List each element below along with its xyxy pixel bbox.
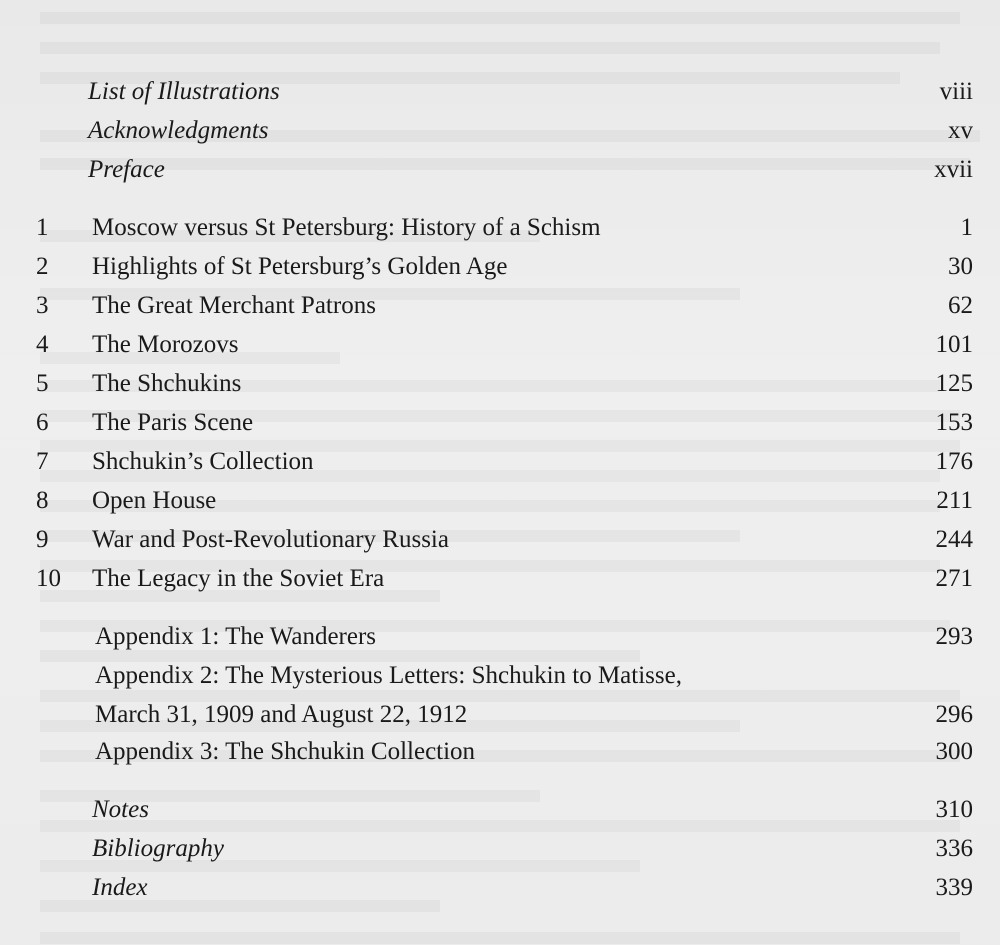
chapter-number: 9 (36, 526, 49, 553)
toc-entry-title: Shchukin’s Collection (92, 448, 314, 475)
toc-entry-page: viii (939, 78, 973, 105)
toc-entry-title: The Morozovs (92, 331, 239, 358)
chapter-number: 6 (36, 409, 49, 436)
toc-entry-chapter (0, 523, 1000, 557)
toc-entry-appendix (0, 620, 1000, 654)
toc-entry-title: Notes (92, 796, 149, 823)
toc-entry-page: 310 (935, 796, 973, 823)
chapter-number: 8 (36, 487, 49, 514)
toc-entry-front-matter (0, 153, 1000, 187)
toc-entry-page: 1 (960, 214, 973, 241)
toc-entry-title: War and Post-Revolutionary Russia (92, 526, 449, 553)
toc-entry-page: 153 (935, 409, 973, 436)
toc-entry-page: 336 (935, 835, 973, 862)
toc-entry-title: Index (92, 874, 148, 901)
toc-entry-title: Bibliography (92, 835, 224, 862)
chapter-number: 10 (36, 565, 61, 592)
toc-entry-front-matter (0, 114, 1000, 148)
toc-entry-title: Appendix 2: The Mysterious Letters: Shchukin to Matisse, (95, 662, 682, 689)
toc-entry-page: 30 (948, 253, 973, 280)
toc-entry-page: 339 (935, 874, 973, 901)
toc-entry-back-matter (0, 871, 1000, 905)
toc-entry-appendix (0, 735, 1000, 769)
toc-entry-title: Acknowledgments (88, 117, 269, 144)
toc-entry-chapter (0, 484, 1000, 518)
toc-entry-title: The Shchukins (92, 370, 242, 397)
chapter-number: 2 (36, 253, 49, 280)
chapter-number: 7 (36, 448, 49, 475)
toc-entry-title: Highlights of St Petersburg’s Golden Age (92, 253, 508, 280)
toc-entry-chapter (0, 250, 1000, 284)
chapter-number: 5 (36, 370, 49, 397)
toc-entry-page: 101 (935, 331, 973, 358)
toc-entry-chapter (0, 562, 1000, 596)
toc-entry-chapter (0, 328, 1000, 362)
toc-entry-chapter (0, 367, 1000, 401)
toc-entry-page: 271 (935, 565, 973, 592)
toc-entry-page: 244 (935, 526, 973, 553)
toc-entry-chapter (0, 445, 1000, 479)
toc-entry-chapter (0, 289, 1000, 323)
toc-entry-page: xvii (934, 156, 973, 183)
toc-entry-page: 211 (936, 487, 973, 514)
toc-entry-title: Moscow versus St Petersburg: History of a Schism (92, 214, 601, 241)
toc-entry-title: The Legacy in the Soviet Era (92, 565, 385, 592)
toc-entry-page: 176 (935, 448, 973, 475)
toc-entry-title: The Paris Scene (92, 409, 254, 436)
toc-entry-back-matter (0, 793, 1000, 827)
toc-entry-back-matter (0, 832, 1000, 866)
toc-entry-title: March 31, 1909 and August 22, 1912 (95, 701, 468, 728)
toc-entry-chapter (0, 211, 1000, 245)
toc-entry-page: 300 (935, 738, 973, 765)
toc-entry-page: 296 (935, 701, 973, 728)
toc-entry-appendix (0, 659, 1000, 693)
chapter-number: 3 (36, 292, 49, 319)
toc-entry-page: 293 (935, 623, 973, 650)
toc-entry-title: Open House (92, 487, 217, 514)
toc-entry-title: List of Illustrations (88, 78, 280, 105)
chapter-number: 1 (36, 214, 49, 241)
chapter-number: 4 (36, 331, 49, 358)
toc-entry-page: xv (948, 117, 973, 144)
toc-entry-page: 62 (948, 292, 973, 319)
toc-entry-title: Appendix 3: The Shchukin Collection (95, 738, 476, 765)
toc-entry-title: Appendix 1: The Wanderers (95, 623, 377, 650)
toc-entry-title: The Great Merchant Patrons (92, 292, 376, 319)
toc-entry-page: 125 (935, 370, 973, 397)
toc-entry-appendix-continued (0, 698, 1000, 732)
toc-entry-chapter (0, 406, 1000, 440)
toc-entry-front-matter (0, 75, 1000, 109)
toc-entry-title: Preface (88, 156, 165, 183)
